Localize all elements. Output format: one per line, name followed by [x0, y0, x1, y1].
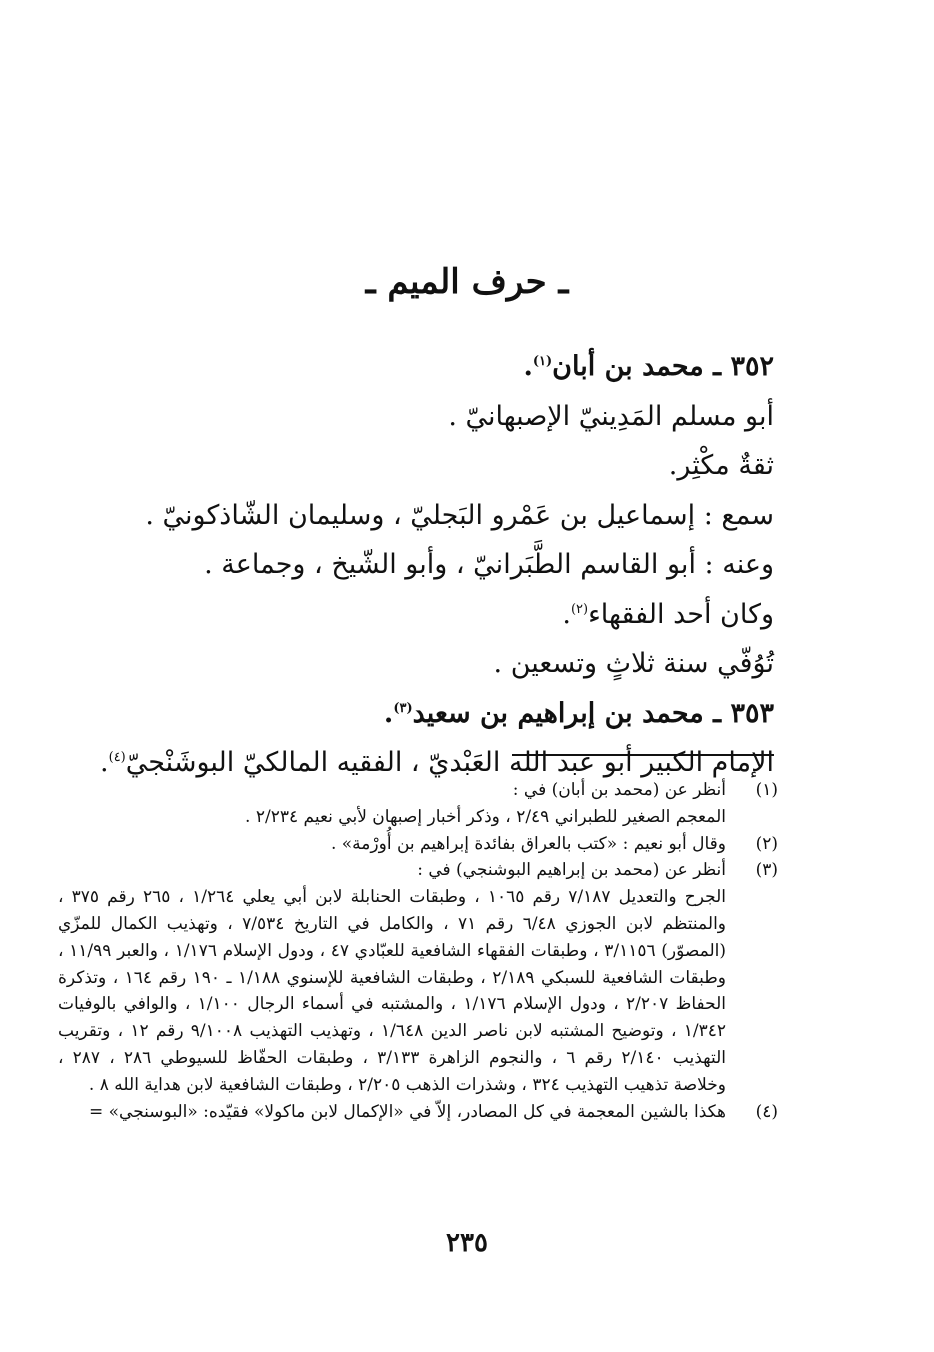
footnote-ref-4[interactable]: (٤)	[108, 750, 126, 765]
entry-353-title: ٣٥٣ ـ محمد بن إبراهيم بن سعيد	[412, 697, 774, 729]
entry-353-heading	[134, 695, 774, 733]
footnote-separator	[512, 754, 774, 756]
page-number: ٢٣٥	[446, 1228, 488, 1258]
entry-352-students: وعنه : أبو القاسم الطَّبَرانيّ ، وأبو الشّيخ ، وجماعة .	[204, 549, 774, 580]
footnote-3-sources: الجرح والتعديل ٧/١٨٧ رقم ١٠٦٥ ، وطبقات الحنابلة لابن أبي يعلي ١/٢٦٤ ، ٢٦٥ رقم ٣٧٥ ، والمنتظم لابن الجوزي ٦/٤٨ رقم ٧١ ، والكامل في التاريخ ٧/٥٣٤ ، وتهذيب الكمال للمزّي (المصوّر) ٣/١١٥٦ ، وطبقات الفقهاء الشافعية للعبّادي ٤٧ ، ودول الإسلام ١/١٧٦ ، والعبر ١١/٩٩ ، وطبقات الشافعية للسبكي ٢/١٨٩ ، وطبقات الشافعية للإسنوي ١/١٨٨ ـ ١٩٠ رقم ١٦٤ ، وتذكرة الحفاظ ٢/٢٠٧ ، ودول الإسلام ١/١٧٦ ، والمشتبه في أسماء الرجال ١/١٠٠ ، والوافي بالوفيات ١/٣٤٢ ، وتوضيح المشتبه لابن ناصر الدين ١/٦٤٨ ، وتهذيب التهذيب ٩/١٠٠٨ رقم ١٢ ، وتقريب التهذيب ٢/١٤٠ رقم ٦ ، والنجوم الزاهرة ٣/١٣٣ ، وطبقات الحفّاظ للسيوطي ٢٨٦ ، ٢٨٧ ، وخلاصة تذهيب التهذيب ٣٢٤ ، وشذرات الذهب ٢/٢٠٥ ، وطبقات الشافعية لابن هداية الله ٨ .	[58, 887, 727, 1095]
footnote-ref-1[interactable]: (١)	[532, 354, 553, 369]
footnotes	[58, 777, 778, 1125]
entry-353-description-tail: .	[100, 747, 109, 778]
footnote-2-text: وقال أبو نعيم : «كتب بالعراق بفائدة إبراهيم بن أُورْمة» .	[330, 833, 726, 854]
entry-352-title: ٣٥٢ ـ محمد بن أبان	[552, 351, 774, 382]
footnote-1-text: أنظر عن (محمد بن أبان) في :	[512, 780, 726, 800]
entry-352-heading	[134, 348, 774, 386]
footnote-ref-3[interactable]: (٣)	[393, 700, 413, 716]
footnote-1-number: (١)	[755, 780, 778, 800]
main-text	[100, 348, 774, 794]
entry-352-death: تُوُفّي سنة ثلاثٍ وتسعين .	[493, 648, 774, 679]
footnote-3	[58, 857, 778, 1098]
chapter-title: ـ حرف الميم ـ	[365, 262, 569, 302]
footnote-2	[58, 831, 778, 858]
entry-352-faqih-tail: .	[562, 598, 571, 630]
entry-352-faqih-text: وكان أحد الفقهاء	[588, 598, 774, 630]
footnote-1	[58, 777, 778, 831]
entry-352-faqih-line	[134, 596, 774, 634]
footnote-2-number: (٢)	[755, 833, 778, 854]
footnote-3-text: أنظر عن (محمد بن إبراهيم البوشنجي) في :	[417, 860, 726, 881]
entry-352-nisba: أبو مسلم المَدِينيّ الإصبهانيّ .	[448, 400, 774, 432]
entry-352-grade: ثقةٌ مكْثِر.	[668, 450, 774, 481]
footnote-3-number: (٣)	[755, 860, 778, 881]
footnote-1-sources: المعجم الصغير للطبراني ٢/٤٩ ، وذكر أخبار إصبهان لأبي نعيم ٢/٢٣٤ .	[245, 806, 726, 827]
entry-352-teachers: سمع : إسماعيل بن عَمْرو البَجليّ ، وسليمان الشّاذكونيّ .	[145, 499, 774, 531]
footnote-4	[58, 1099, 778, 1126]
entry-353-description-text: الإمام الكبير أبو عبد الله العَبْديّ ، الفقيه المالكيّ البوشَنْجيّ	[125, 747, 774, 778]
entry-352-title-tail: .	[523, 351, 533, 382]
footnote-4-number: (٤)	[755, 1101, 778, 1122]
entry-353-title-tail: .	[383, 697, 394, 729]
footnote-ref-2[interactable]: (٢)	[570, 601, 589, 617]
footnote-4-text: هكذا بالشين المعجمة في كل المصادر، إلاّ في «الإكمال لابن ماكولا» فقيّده: «البوسنجي» =	[88, 1101, 726, 1122]
